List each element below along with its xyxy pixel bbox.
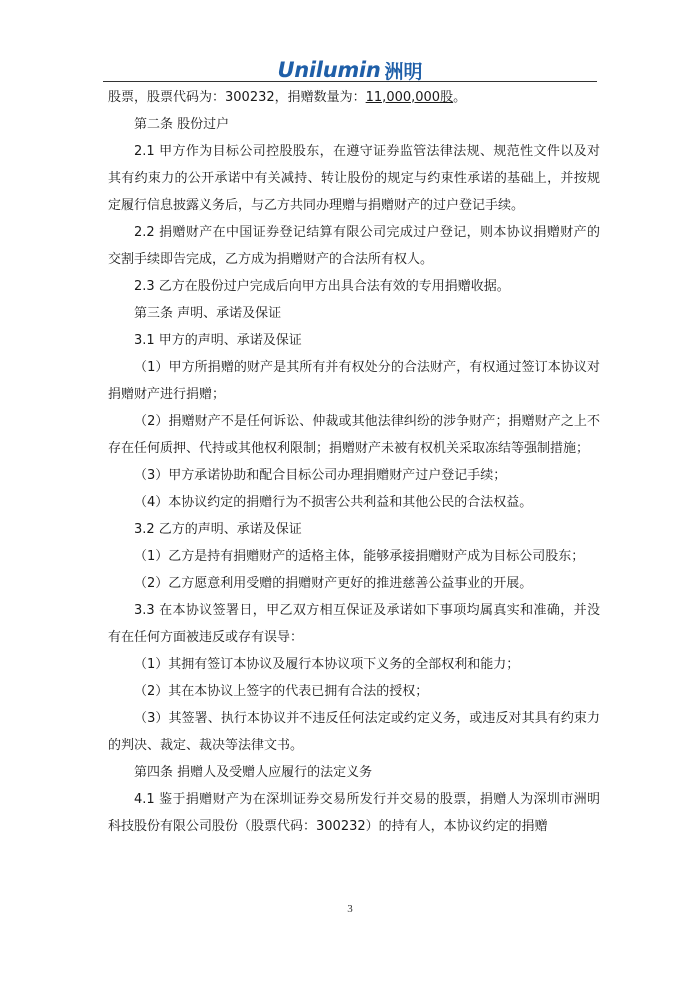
unilumin-logo-cn: 洲明 — [384, 60, 423, 83]
clause-3-1-item-1: （1）甲方所捐赠的财产是其所有并有权处分的合法财产，有权通过签订本协议对捐赠财产进行捐赠； — [108, 360, 600, 402]
clause-3-2: 3.2 乙方的声明、承诺及保证 — [134, 522, 302, 537]
clause-4-1: 4.1 鉴于捐赠财产为在深圳证券交易所发行并交易的股票，捐赠人为深圳市洲明科技股份有限公司股份（股票代码：300232）的持有人，本协议约定的捐赠 — [108, 792, 600, 834]
clause-2-1: 2.1 甲方作为目标公司控股股东，在遵守证券监管法律法规、规范性文件以及对其有约束力的公开承诺中有关减持、转让股份的规定与约束性承诺的基础上，并按规定履行信息披露义务后，与乙方共同办理赠与捐赠财产的过户登记手续。 — [108, 144, 600, 213]
clause-3-3-item-3: （3）其签署、执行本协议并不违反任何法定或约定义务，或违反对其具有约束力的判决、裁定、裁决等法律文书。 — [108, 711, 600, 753]
article-3-title: 第三条 声明、承诺及保证 — [134, 306, 282, 321]
clause-3-3-item-2: （2）其在本协议上签字的代表已拥有合法的授权； — [134, 684, 429, 699]
clause-3-1-item-4: （4）本协议约定的捐赠行为不损害公共利益和其他公民的合法权益。 — [134, 495, 533, 510]
donation-quantity: 11,000,000股 — [365, 90, 454, 105]
clause-3-1-item-3: （3）甲方承诺协助和配合目标公司办理捐赠财产过户登记手续； — [134, 468, 507, 483]
document-body — [108, 84, 600, 840]
clause-3-3-item-1: （1）其拥有签订本协议及履行本协议项下义务的全部权利和能力； — [134, 657, 520, 672]
article-2-title: 第二条 股份过户 — [134, 117, 230, 132]
unilumin-logo: Unilumin — [277, 58, 381, 82]
clause-3-2-item-2: （2）乙方愿意利用受赠的捐赠财产更好的推进慈善公益事业的开展。 — [134, 576, 533, 591]
page-number: 3 — [347, 903, 353, 915]
clause-3-2-item-1: （1）乙方是持有捐赠财产的适格主体，能够承接捐赠财产成为目标公司股东； — [134, 549, 585, 564]
paragraph-stock-info: 股票，股票代码为：300232，捐赠数量为：11,000,000股。 — [108, 90, 467, 105]
clause-2-2: 2.2 捐赠财产在中国证券登记结算有限公司完成过户登记，则本协议捐赠财产的交割手续即告完成，乙方成为捐赠财产的合法所有权人。 — [108, 225, 600, 267]
clause-2-3: 2.3 乙方在股份过户完成后向甲方出具合法有效的专用捐赠收据。 — [134, 279, 510, 294]
article-4-title: 第四条 捐赠人及受赠人应履行的法定义务 — [134, 765, 373, 780]
clause-3-3: 3.3 在本协议签署日，甲乙双方相互保证及承诺如下事项均属真实和准确，并没有在任何方面被违反或存有误导： — [108, 603, 600, 645]
header-rule — [103, 81, 597, 82]
clause-3-1: 3.1 甲方的声明、承诺及保证 — [134, 333, 302, 348]
clause-3-1-item-2: （2）捐赠财产不是任何诉讼、仲裁或其他法律纠纷的涉争财产；捐赠财产之上不存在任何质押、代持或其他权利限制；捐赠财产未被有权机关采取冻结等强制措施； — [108, 414, 600, 456]
